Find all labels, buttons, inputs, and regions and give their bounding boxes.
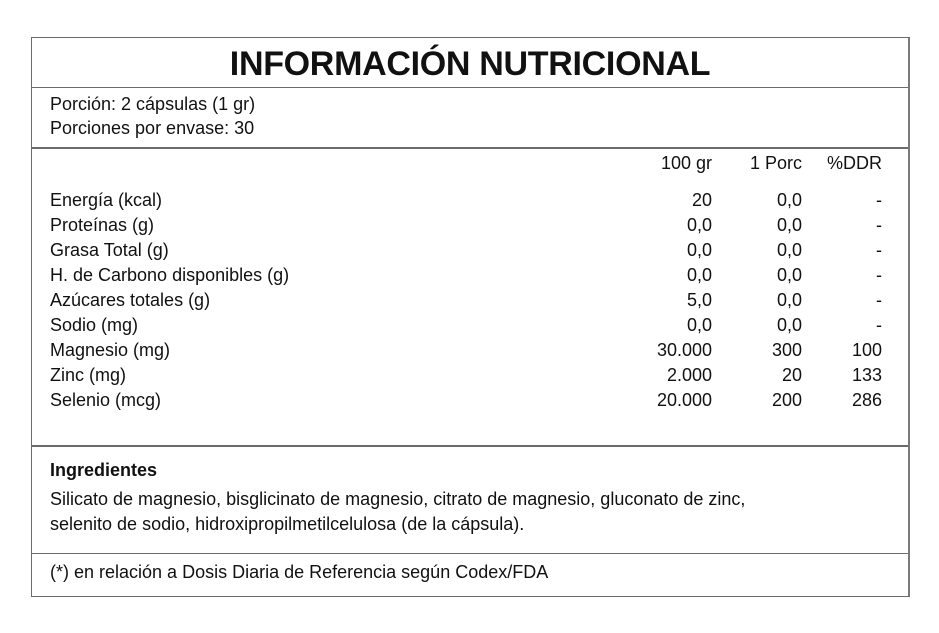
nutrient-name: Grasa Total (g) (50, 240, 169, 260)
ingredients-heading: Ingredientes (50, 460, 158, 480)
value-ddr: 100 (851, 340, 882, 360)
value-per-100: 20.000 (656, 390, 712, 410)
table-row (32, 363, 908, 388)
table-header (32, 151, 908, 176)
footnote: (*) en relación a Dosis Diaria de Referencia según Codex/FDA (50, 562, 549, 582)
nutrient-name: Zinc (mg) (50, 365, 126, 385)
servings-per-container: Porciones por envase: 30 (50, 118, 255, 138)
table-row (32, 338, 908, 363)
table-row (32, 388, 908, 413)
portion-size: Porción: 2 cápsulas (1 gr) (50, 94, 256, 114)
table-row (32, 213, 908, 238)
value-per-100: 30.000 (656, 340, 712, 360)
table-row (32, 288, 908, 313)
header-ddr: %DDR (826, 153, 882, 173)
value-ddr: - (876, 215, 882, 235)
ingredients-section (32, 447, 908, 554)
value-ddr: 133 (851, 365, 882, 385)
header-per-100: 100 gr (660, 153, 712, 173)
nutrient-name: Energía (kcal) (50, 190, 163, 210)
value-ddr: 286 (851, 390, 882, 410)
footnote-section (32, 554, 908, 596)
table-row (32, 238, 908, 263)
value-per-100: 2.000 (666, 365, 712, 385)
value-per-portion: 0,0 (776, 265, 802, 285)
serving-info (32, 88, 908, 149)
value-per-100: 20 (691, 190, 712, 210)
value-per-portion: 300 (771, 340, 802, 360)
nutrient-name: H. de Carbono disponibles (g) (50, 265, 290, 285)
nutrient-name: Sodio (mg) (50, 315, 139, 335)
value-per-100: 5,0 (686, 290, 712, 310)
value-ddr: - (876, 315, 882, 335)
value-per-portion: 200 (771, 390, 802, 410)
nutrition-facts-panel (31, 37, 910, 597)
value-per-portion: 20 (781, 365, 802, 385)
value-per-portion: 0,0 (776, 240, 802, 260)
nutrient-name: Proteínas (g) (50, 215, 155, 235)
value-per-portion: 0,0 (776, 215, 802, 235)
value-per-100: 0,0 (686, 315, 712, 335)
table-row (32, 188, 908, 213)
value-per-portion: 0,0 (776, 315, 802, 335)
ingredients-line-2: selenito de sodio, hidroxipropilmetilcelulosa (de la cápsula). (50, 514, 525, 534)
value-ddr: - (876, 190, 882, 210)
value-per-portion: 0,0 (776, 290, 802, 310)
nutrient-name: Selenio (mcg) (50, 390, 162, 410)
value-ddr: - (876, 240, 882, 260)
panel-title: INFORMACIÓN NUTRICIONAL (32, 38, 908, 88)
value-ddr: - (876, 265, 882, 285)
table-row (32, 313, 908, 338)
value-per-portion: 0,0 (776, 190, 802, 210)
table-row (32, 263, 908, 288)
value-per-100: 0,0 (686, 240, 712, 260)
value-per-100: 0,0 (686, 215, 712, 235)
nutrient-name: Magnesio (mg) (50, 340, 171, 360)
nutrient-name: Azúcares totales (g) (50, 290, 211, 310)
value-ddr: - (876, 290, 882, 310)
ingredients-line-1: Silicato de magnesio, bisglicinato de magnesio, citrato de magnesio, gluconato de zinc, (50, 489, 746, 509)
nutrition-table (32, 149, 908, 447)
value-per-100: 0,0 (686, 265, 712, 285)
header-per-portion: 1 Porc (749, 153, 802, 173)
ingredients-list (50, 487, 890, 537)
